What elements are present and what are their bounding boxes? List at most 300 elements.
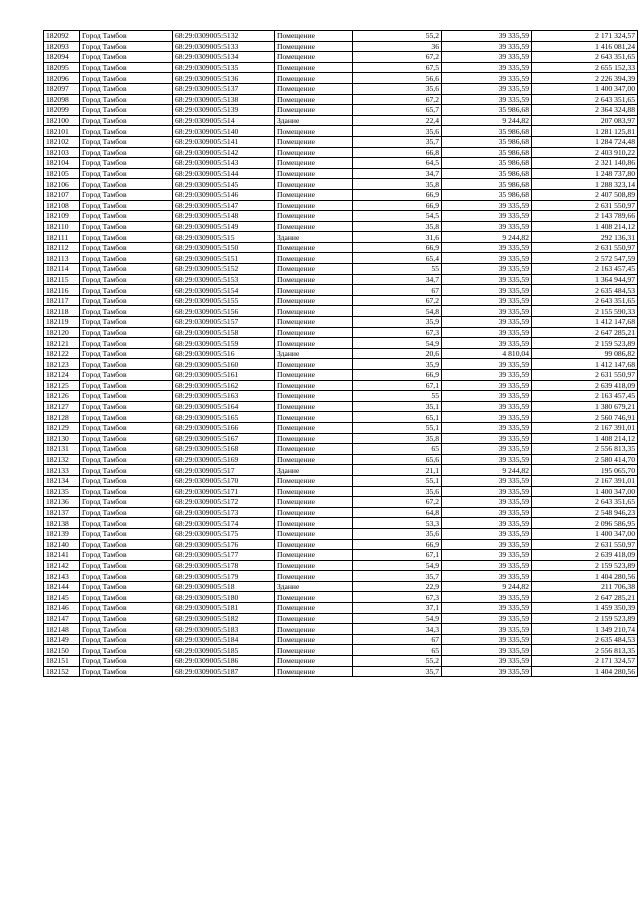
cadastral-number-cell: 68:29:0309005:517 [173, 465, 275, 476]
row-number-cell: 182122 [44, 348, 80, 359]
area-cell: 66,9 [353, 200, 442, 211]
locality-cell: Город Тамбов [80, 105, 173, 116]
area-cell: 67,3 [353, 592, 442, 603]
table-row [44, 94, 638, 105]
object-type-cell: Здание [275, 115, 353, 126]
cadastral-value-cell: 1 248 737,80 [532, 168, 638, 179]
unit-value-cell: 39 335,59 [442, 264, 532, 275]
locality-cell: Город Тамбов [80, 242, 173, 253]
row-number-cell: 182147 [44, 613, 80, 624]
locality-cell: Город Тамбов [80, 73, 173, 84]
row-number-cell: 182102 [44, 136, 80, 147]
cadastral-value-cell: 1 404 280,56 [532, 666, 638, 677]
row-number-cell: 182124 [44, 370, 80, 381]
locality-cell: Город Тамбов [80, 391, 173, 402]
table-row [44, 592, 638, 603]
cadastral-value-cell: 1 408 214,12 [532, 433, 638, 444]
cadastral-value-cell: 2 556 813,35 [532, 645, 638, 656]
object-type-cell: Помещение [275, 83, 353, 94]
locality-cell: Город Тамбов [80, 136, 173, 147]
unit-value-cell: 35 986,68 [442, 126, 532, 137]
row-number-cell: 182109 [44, 211, 80, 222]
row-number-cell: 182150 [44, 645, 80, 656]
locality-cell: Город Тамбов [80, 666, 173, 677]
cadastral-number-cell: 68:29:0309005:5166 [173, 422, 275, 433]
cadastral-number-cell: 68:29:0309005:518 [173, 581, 275, 592]
row-number-cell: 182123 [44, 359, 80, 370]
area-cell: 21,1 [353, 465, 442, 476]
area-cell: 66,9 [353, 539, 442, 550]
area-cell: 35,6 [353, 83, 442, 94]
object-type-cell: Помещение [275, 380, 353, 391]
cadastral-number-cell: 68:29:0309005:5152 [173, 264, 275, 275]
unit-value-cell: 39 335,59 [442, 317, 532, 328]
row-number-cell: 182134 [44, 475, 80, 486]
object-type-cell: Помещение [275, 221, 353, 232]
unit-value-cell: 39 335,59 [442, 539, 532, 550]
cadastral-value-cell: 1 288 323,14 [532, 179, 638, 190]
area-cell: 35,9 [353, 359, 442, 370]
cadastral-number-cell: 68:29:0309005:5182 [173, 613, 275, 624]
locality-cell: Город Тамбов [80, 158, 173, 169]
object-type-cell: Помещение [275, 454, 353, 465]
table-row [44, 422, 638, 433]
table-row [44, 115, 638, 126]
table-row [44, 581, 638, 592]
table-row [44, 338, 638, 349]
cadastral-number-cell: 68:29:0309005:5171 [173, 486, 275, 497]
unit-value-cell: 39 335,59 [442, 94, 532, 105]
table-row [44, 454, 638, 465]
unit-value-cell: 39 335,59 [442, 62, 532, 73]
cadastral-value-cell: 2 321 140,86 [532, 158, 638, 169]
object-type-cell: Помещение [275, 486, 353, 497]
area-cell: 22,9 [353, 581, 442, 592]
area-cell: 35,7 [353, 666, 442, 677]
area-cell: 67,5 [353, 62, 442, 73]
unit-value-cell: 39 335,59 [442, 52, 532, 63]
object-type-cell: Помещение [275, 370, 353, 381]
table-row [44, 465, 638, 476]
area-cell: 55,2 [353, 31, 442, 42]
area-cell: 20,6 [353, 348, 442, 359]
table-row [44, 105, 638, 116]
object-type-cell: Помещение [275, 624, 353, 635]
cadastral-number-cell: 68:29:0309005:5151 [173, 253, 275, 264]
table-row [44, 211, 638, 222]
object-type-cell: Помещение [275, 295, 353, 306]
row-number-cell: 182094 [44, 52, 80, 63]
area-cell: 35,8 [353, 221, 442, 232]
cadastral-value-cell: 1 281 125,81 [532, 126, 638, 137]
object-type-cell: Помещение [275, 158, 353, 169]
table-row [44, 539, 638, 550]
cadastral-value-cell: 2 643 351,65 [532, 94, 638, 105]
unit-value-cell: 4 810,04 [442, 348, 532, 359]
table-row [44, 560, 638, 571]
cadastral-number-cell: 68:29:0309005:5162 [173, 380, 275, 391]
cadastral-number-cell: 68:29:0309005:5176 [173, 539, 275, 550]
locality-cell: Город Тамбов [80, 486, 173, 497]
row-number-cell: 182114 [44, 264, 80, 275]
cadastral-value-cell: 1 400 347,00 [532, 486, 638, 497]
object-type-cell: Помещение [275, 242, 353, 253]
object-type-cell: Помещение [275, 168, 353, 179]
table-row [44, 497, 638, 508]
cadastral-value-cell: 2 167 391,01 [532, 422, 638, 433]
area-cell: 64,8 [353, 507, 442, 518]
cadastral-number-cell: 68:29:0309005:5140 [173, 126, 275, 137]
cadastral-value-cell: 2 639 418,09 [532, 550, 638, 561]
table-row [44, 232, 638, 243]
area-cell: 56,6 [353, 73, 442, 84]
unit-value-cell: 39 335,59 [442, 550, 532, 561]
locality-cell: Город Тамбов [80, 274, 173, 285]
unit-value-cell: 39 335,59 [442, 221, 532, 232]
row-number-cell: 182103 [44, 147, 80, 158]
cadastral-value-cell: 1 284 724,48 [532, 136, 638, 147]
cadastral-number-cell: 68:29:0309005:5177 [173, 550, 275, 561]
cadastral-value-cell: 2 635 484,53 [532, 285, 638, 296]
cadastral-value-cell: 2 171 324,57 [532, 31, 638, 42]
object-type-cell: Помещение [275, 645, 353, 656]
object-type-cell: Помещение [275, 528, 353, 539]
cadastral-number-cell: 68:29:0309005:5137 [173, 83, 275, 94]
row-number-cell: 182137 [44, 507, 80, 518]
locality-cell: Город Тамбов [80, 444, 173, 455]
unit-value-cell: 39 335,59 [442, 518, 532, 529]
unit-value-cell: 39 335,59 [442, 497, 532, 508]
locality-cell: Город Тамбов [80, 94, 173, 105]
locality-cell: Город Тамбов [80, 624, 173, 635]
row-number-cell: 182132 [44, 454, 80, 465]
cadastral-number-cell: 68:29:0309005:515 [173, 232, 275, 243]
cadastral-value-cell: 207 083,97 [532, 115, 638, 126]
area-cell: 34,7 [353, 274, 442, 285]
unit-value-cell: 39 335,59 [442, 242, 532, 253]
unit-value-cell: 39 335,59 [442, 391, 532, 402]
area-cell: 65,1 [353, 412, 442, 423]
area-cell: 53,3 [353, 518, 442, 529]
locality-cell: Город Тамбов [80, 571, 173, 582]
cadastral-number-cell: 68:29:0309005:5132 [173, 31, 275, 42]
object-type-cell: Помещение [275, 31, 353, 42]
unit-value-cell: 39 335,59 [442, 253, 532, 264]
cadastral-value-cell: 2 643 351,65 [532, 52, 638, 63]
area-cell: 31,6 [353, 232, 442, 243]
cadastral-value-cell: 2 643 351,65 [532, 295, 638, 306]
unit-value-cell: 39 335,59 [442, 528, 532, 539]
cadastral-number-cell: 68:29:0309005:5165 [173, 412, 275, 423]
locality-cell: Город Тамбов [80, 31, 173, 42]
table-row [44, 274, 638, 285]
object-type-cell: Помещение [275, 401, 353, 412]
row-number-cell: 182092 [44, 31, 80, 42]
unit-value-cell: 39 335,59 [442, 295, 532, 306]
object-type-cell: Здание [275, 465, 353, 476]
table-row [44, 306, 638, 317]
cadastral-number-cell: 68:29:0309005:5146 [173, 189, 275, 200]
object-type-cell: Помещение [275, 317, 353, 328]
locality-cell: Город Тамбов [80, 211, 173, 222]
unit-value-cell: 39 335,59 [442, 571, 532, 582]
object-type-cell: Помещение [275, 274, 353, 285]
object-type-cell: Помещение [275, 497, 353, 508]
row-number-cell: 182119 [44, 317, 80, 328]
cadastral-value-cell: 2 572 547,59 [532, 253, 638, 264]
object-type-cell: Помещение [275, 539, 353, 550]
locality-cell: Город Тамбов [80, 348, 173, 359]
cadastral-number-cell: 68:29:0309005:5135 [173, 62, 275, 73]
cadastral-value-cell: 2 635 484,53 [532, 634, 638, 645]
area-cell: 66,9 [353, 370, 442, 381]
locality-cell: Город Тамбов [80, 338, 173, 349]
unit-value-cell: 39 335,59 [442, 634, 532, 645]
area-cell: 64,5 [353, 158, 442, 169]
locality-cell: Город Тамбов [80, 550, 173, 561]
row-number-cell: 182149 [44, 634, 80, 645]
object-type-cell: Помещение [275, 592, 353, 603]
table-row [44, 444, 638, 455]
table-row [44, 41, 638, 52]
table-row [44, 370, 638, 381]
object-type-cell: Помещение [275, 550, 353, 561]
locality-cell: Город Тамбов [80, 613, 173, 624]
object-type-cell: Помещение [275, 306, 353, 317]
cadastral-number-cell: 68:29:0309005:5145 [173, 179, 275, 190]
table-row [44, 613, 638, 624]
unit-value-cell: 35 986,68 [442, 158, 532, 169]
cadastral-number-cell: 68:29:0309005:5150 [173, 242, 275, 253]
unit-value-cell: 39 335,59 [442, 486, 532, 497]
area-cell: 65 [353, 444, 442, 455]
area-cell: 65,6 [353, 454, 442, 465]
area-cell: 55,1 [353, 422, 442, 433]
locality-cell: Город Тамбов [80, 52, 173, 63]
locality-cell: Город Тамбов [80, 634, 173, 645]
locality-cell: Город Тамбов [80, 327, 173, 338]
locality-cell: Город Тамбов [80, 62, 173, 73]
unit-value-cell: 39 335,59 [442, 370, 532, 381]
area-cell: 35,6 [353, 126, 442, 137]
locality-cell: Город Тамбов [80, 656, 173, 667]
area-cell: 67,3 [353, 327, 442, 338]
unit-value-cell: 39 335,59 [442, 454, 532, 465]
locality-cell: Город Тамбов [80, 200, 173, 211]
unit-value-cell: 39 335,59 [442, 359, 532, 370]
object-type-cell: Помещение [275, 94, 353, 105]
row-number-cell: 182111 [44, 232, 80, 243]
locality-cell: Город Тамбов [80, 497, 173, 508]
cadastral-value-cell: 2 643 351,65 [532, 497, 638, 508]
locality-cell: Город Тамбов [80, 592, 173, 603]
unit-value-cell: 39 335,59 [442, 274, 532, 285]
unit-value-cell: 35 986,68 [442, 168, 532, 179]
object-type-cell: Здание [275, 581, 353, 592]
table-row [44, 253, 638, 264]
locality-cell: Город Тамбов [80, 539, 173, 550]
table-row [44, 528, 638, 539]
locality-cell: Город Тамбов [80, 147, 173, 158]
row-number-cell: 182100 [44, 115, 80, 126]
object-type-cell: Здание [275, 348, 353, 359]
table-row [44, 200, 638, 211]
row-number-cell: 182106 [44, 179, 80, 190]
row-number-cell: 182098 [44, 94, 80, 105]
object-type-cell: Помещение [275, 147, 353, 158]
area-cell: 22,4 [353, 115, 442, 126]
table-row [44, 83, 638, 94]
cadastral-value-cell: 2 155 590,33 [532, 306, 638, 317]
row-number-cell: 182144 [44, 581, 80, 592]
row-number-cell: 182105 [44, 168, 80, 179]
table-row [44, 62, 638, 73]
area-cell: 54,5 [353, 211, 442, 222]
unit-value-cell: 39 335,59 [442, 211, 532, 222]
object-type-cell: Помещение [275, 327, 353, 338]
locality-cell: Город Тамбов [80, 285, 173, 296]
locality-cell: Город Тамбов [80, 454, 173, 465]
cadastral-number-cell: 68:29:0309005:5174 [173, 518, 275, 529]
table-row [44, 348, 638, 359]
cadastral-value-cell: 2 159 523,89 [532, 338, 638, 349]
cadastral-value-cell: 2 143 789,66 [532, 211, 638, 222]
cadastral-value-cell: 1 412 147,68 [532, 359, 638, 370]
object-type-cell: Помещение [275, 422, 353, 433]
object-type-cell: Помещение [275, 571, 353, 582]
locality-cell: Город Тамбов [80, 603, 173, 614]
cadastral-number-cell: 68:29:0309005:5148 [173, 211, 275, 222]
unit-value-cell: 39 335,59 [442, 338, 532, 349]
locality-cell: Город Тамбов [80, 528, 173, 539]
row-number-cell: 182146 [44, 603, 80, 614]
cadastral-number-cell: 68:29:0309005:5153 [173, 274, 275, 285]
unit-value-cell: 39 335,59 [442, 327, 532, 338]
area-cell: 54,8 [353, 306, 442, 317]
object-type-cell: Помещение [275, 338, 353, 349]
cadastral-number-cell: 68:29:0309005:5147 [173, 200, 275, 211]
row-number-cell: 182143 [44, 571, 80, 582]
row-number-cell: 182135 [44, 486, 80, 497]
table-row [44, 486, 638, 497]
cadastral-number-cell: 68:29:0309005:5161 [173, 370, 275, 381]
row-number-cell: 182126 [44, 391, 80, 402]
cadastral-value-cell: 1 380 679,21 [532, 401, 638, 412]
table-row [44, 126, 638, 137]
locality-cell: Город Тамбов [80, 264, 173, 275]
cadastral-value-cell: 2 364 324,88 [532, 105, 638, 116]
area-cell: 35,1 [353, 401, 442, 412]
object-type-cell: Здание [275, 232, 353, 243]
locality-cell: Город Тамбов [80, 179, 173, 190]
row-number-cell: 182118 [44, 306, 80, 317]
locality-cell: Город Тамбов [80, 507, 173, 518]
table-row [44, 412, 638, 423]
cadastral-value-cell: 211 706,38 [532, 581, 638, 592]
locality-cell: Город Тамбов [80, 401, 173, 412]
area-cell: 35,7 [353, 571, 442, 582]
cadastral-value-cell: 1 416 081,24 [532, 41, 638, 52]
table-row [44, 189, 638, 200]
cadastral-value-cell: 1 459 350,39 [532, 603, 638, 614]
object-type-cell: Помещение [275, 634, 353, 645]
area-cell: 35,9 [353, 317, 442, 328]
locality-cell: Город Тамбов [80, 253, 173, 264]
table-row [44, 136, 638, 147]
row-number-cell: 182145 [44, 592, 80, 603]
area-cell: 55 [353, 391, 442, 402]
row-number-cell: 182139 [44, 528, 80, 539]
object-type-cell: Помещение [275, 41, 353, 52]
row-number-cell: 182117 [44, 295, 80, 306]
cadastral-value-cell: 2 631 550,97 [532, 370, 638, 381]
cadastral-value-cell: 2 163 457,45 [532, 391, 638, 402]
area-cell: 55,1 [353, 475, 442, 486]
cadastral-number-cell: 68:29:0309005:5175 [173, 528, 275, 539]
cadastral-number-cell: 68:29:0309005:5139 [173, 105, 275, 116]
cadastral-value-cell: 2 560 746,91 [532, 412, 638, 423]
row-number-cell: 182095 [44, 62, 80, 73]
unit-value-cell: 39 335,59 [442, 560, 532, 571]
object-type-cell: Помещение [275, 126, 353, 137]
unit-value-cell: 35 986,68 [442, 147, 532, 158]
unit-value-cell: 39 335,59 [442, 401, 532, 412]
object-type-cell: Помещение [275, 105, 353, 116]
row-number-cell: 182121 [44, 338, 80, 349]
table-row [44, 624, 638, 635]
cadastral-number-cell: 68:29:0309005:5178 [173, 560, 275, 571]
row-number-cell: 182151 [44, 656, 80, 667]
cadastral-value-cell: 2 631 550,97 [532, 242, 638, 253]
table-row [44, 603, 638, 614]
cadastral-number-cell: 68:29:0309005:5173 [173, 507, 275, 518]
table-row [44, 221, 638, 232]
cadastral-number-cell: 68:29:0309005:5179 [173, 571, 275, 582]
locality-cell: Город Тамбов [80, 412, 173, 423]
locality-cell: Город Тамбов [80, 295, 173, 306]
cadastral-value-cell: 1 404 280,56 [532, 571, 638, 582]
cadastral-value-cell: 2 163 457,45 [532, 264, 638, 275]
row-number-cell: 182096 [44, 73, 80, 84]
area-cell: 67,1 [353, 550, 442, 561]
area-cell: 66,9 [353, 242, 442, 253]
row-number-cell: 182142 [44, 560, 80, 571]
table-row [44, 317, 638, 328]
cadastral-number-cell: 68:29:0309005:5164 [173, 401, 275, 412]
table-row [44, 666, 638, 677]
cadastral-value-cell: 1 412 147,68 [532, 317, 638, 328]
object-type-cell: Помещение [275, 518, 353, 529]
table-row [44, 656, 638, 667]
cadastral-number-cell: 68:29:0309005:5155 [173, 295, 275, 306]
cadastral-number-cell: 68:29:0309005:5157 [173, 317, 275, 328]
unit-value-cell: 35 986,68 [442, 189, 532, 200]
cadastral-value-cell: 1 400 347,00 [532, 528, 638, 539]
cadastral-number-cell: 68:29:0309005:5154 [173, 285, 275, 296]
row-number-cell: 182101 [44, 126, 80, 137]
cadastral-number-cell: 68:29:0309005:5180 [173, 592, 275, 603]
row-number-cell: 182099 [44, 105, 80, 116]
area-cell: 67,2 [353, 295, 442, 306]
locality-cell: Город Тамбов [80, 126, 173, 137]
locality-cell: Город Тамбов [80, 433, 173, 444]
cadastral-value-cell: 2 096 586,95 [532, 518, 638, 529]
cadastral-value-cell: 2 159 523,89 [532, 613, 638, 624]
locality-cell: Город Тамбов [80, 317, 173, 328]
row-number-cell: 182108 [44, 200, 80, 211]
cadastral-number-cell: 68:29:0309005:5149 [173, 221, 275, 232]
unit-value-cell: 39 335,59 [442, 444, 532, 455]
